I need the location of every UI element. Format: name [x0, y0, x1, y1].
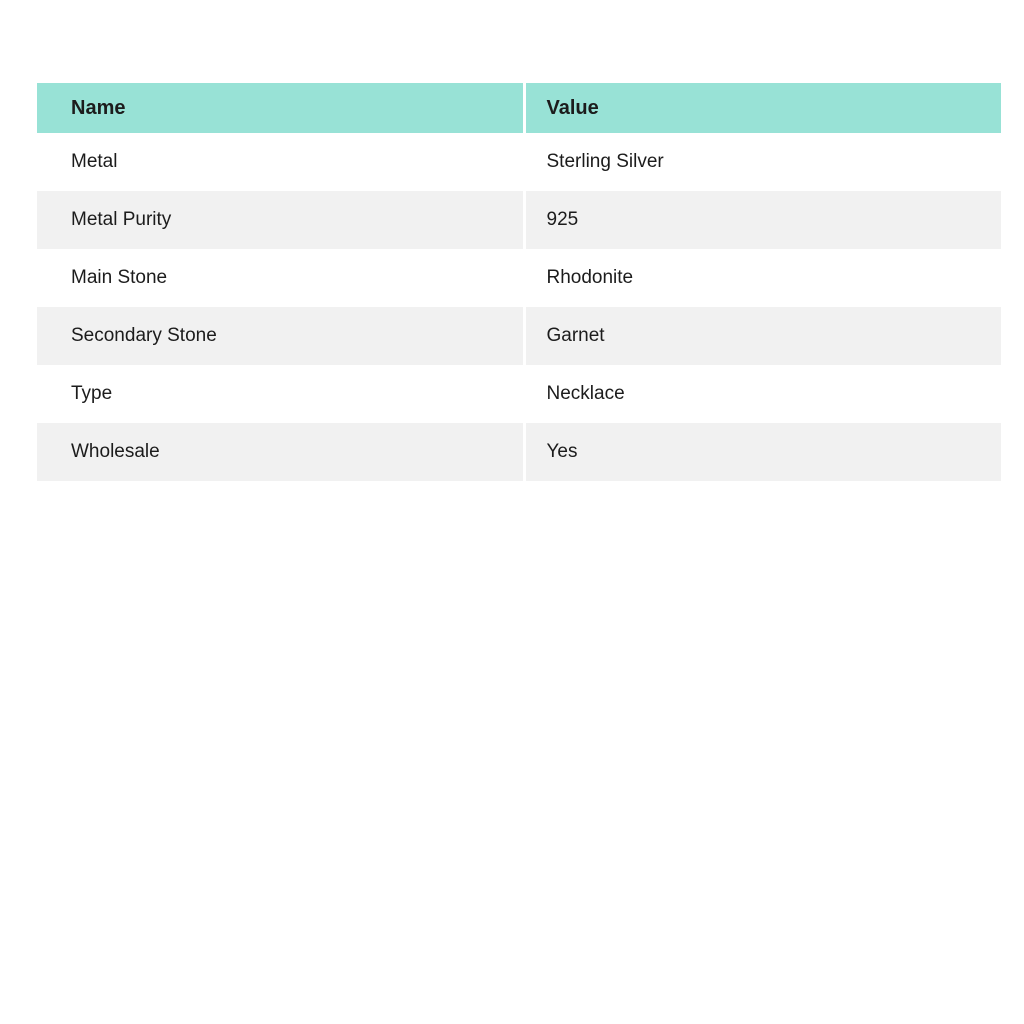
- attribute-value-cell: Rhodonite: [524, 249, 1001, 307]
- attribute-value-cell: Garnet: [524, 307, 1001, 365]
- table-row: [37, 191, 1001, 249]
- table-row: [37, 133, 1001, 191]
- attribute-name-cell: Main Stone: [37, 249, 524, 307]
- attribute-value-cell: Necklace: [524, 365, 1001, 423]
- table-row: [37, 307, 1001, 365]
- attribute-name-cell: Metal Purity: [37, 191, 524, 249]
- table-header: [37, 83, 1001, 133]
- table-row: [37, 365, 1001, 423]
- column-header-value: Value: [524, 83, 1001, 133]
- column-header-name: Name: [37, 83, 524, 133]
- attribute-name-cell: Secondary Stone: [37, 307, 524, 365]
- attribute-value-cell: 925: [524, 191, 1001, 249]
- table-row: [37, 423, 1001, 481]
- table-header-row: [37, 83, 1001, 133]
- table-body: [37, 133, 1001, 481]
- attributes-table: [37, 83, 1001, 481]
- attribute-name-cell: Wholesale: [37, 423, 524, 481]
- attribute-value-cell: Yes: [524, 423, 1001, 481]
- attribute-value-cell: Sterling Silver: [524, 133, 1001, 191]
- table-row: [37, 249, 1001, 307]
- attribute-name-cell: Type: [37, 365, 524, 423]
- attribute-name-cell: Metal: [37, 133, 524, 191]
